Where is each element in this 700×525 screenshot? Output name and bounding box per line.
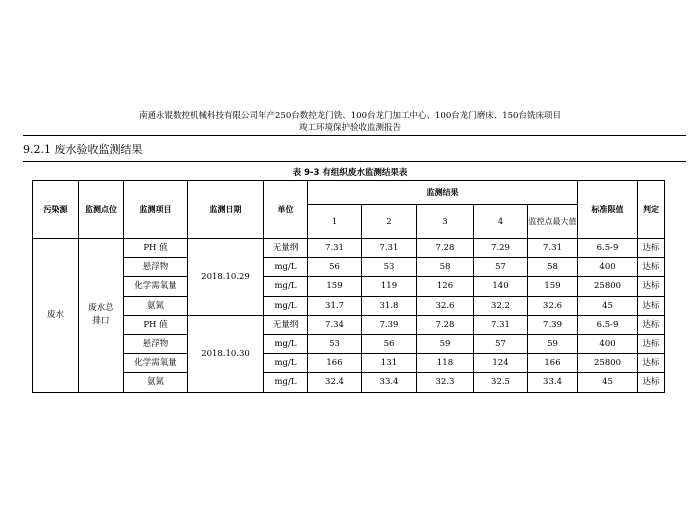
value-cell: 32.4 bbox=[308, 373, 362, 392]
unit-cell: mg/L bbox=[264, 373, 308, 392]
limit-cell: 45 bbox=[578, 373, 638, 392]
value-cell: 7.31 bbox=[474, 315, 528, 334]
value-cell: 32.5 bbox=[474, 373, 528, 392]
unit-cell: 无量纲 bbox=[264, 315, 308, 334]
value-cell: 166 bbox=[308, 354, 362, 373]
header-sample-3: 3 bbox=[417, 205, 474, 239]
value-cell: 126 bbox=[417, 277, 474, 296]
table-row bbox=[33, 296, 665, 315]
header-sample-2: 2 bbox=[362, 205, 417, 239]
header-monitoring-date: 监测日期 bbox=[188, 181, 264, 239]
report-header-line-2: 竣工环境保护验收监测报告 bbox=[298, 123, 401, 133]
item-cell: PH 值 bbox=[124, 239, 188, 258]
item-cell: 氨氮 bbox=[124, 296, 188, 315]
unit-cell: mg/L bbox=[264, 296, 308, 315]
max-cell: 58 bbox=[528, 258, 578, 277]
value-cell: 7.28 bbox=[417, 239, 474, 258]
value-cell: 33.4 bbox=[362, 373, 417, 392]
max-cell: 166 bbox=[528, 354, 578, 373]
point-label: 废水总排口 bbox=[88, 303, 114, 327]
item-cell: 悬浮物 bbox=[124, 334, 188, 353]
section-title: 9.2.1 废水验收监测结果 bbox=[23, 143, 143, 156]
value-cell: 53 bbox=[362, 258, 417, 277]
value-cell: 56 bbox=[362, 334, 417, 353]
item-cell: 化学需氧量 bbox=[124, 277, 188, 296]
unit-cell: mg/L bbox=[264, 258, 308, 277]
header-divider bbox=[23, 135, 686, 136]
item-cell: 氨氮 bbox=[124, 373, 188, 392]
judge-cell: 达标 bbox=[638, 277, 665, 296]
date-cell: 2018.10.30 bbox=[188, 315, 264, 392]
judge-cell: 达标 bbox=[638, 296, 665, 315]
item-cell: PH 值 bbox=[124, 315, 188, 334]
unit-cell: mg/L bbox=[264, 277, 308, 296]
table-row bbox=[33, 373, 665, 392]
value-cell: 57 bbox=[474, 258, 528, 277]
judge-cell: 达标 bbox=[638, 258, 665, 277]
value-cell: 31.7 bbox=[308, 296, 362, 315]
limit-cell: 25800 bbox=[578, 277, 638, 296]
limit-cell: 45 bbox=[578, 296, 638, 315]
header-sample-1: 1 bbox=[308, 205, 362, 239]
max-cell: 32.6 bbox=[528, 296, 578, 315]
value-cell: 7.28 bbox=[417, 315, 474, 334]
header-results: 监测结果 bbox=[308, 181, 578, 205]
judge-cell: 达标 bbox=[638, 239, 665, 258]
judge-cell: 达标 bbox=[638, 315, 665, 334]
max-cell: 59 bbox=[528, 334, 578, 353]
limit-cell: 25800 bbox=[578, 354, 638, 373]
value-cell: 32.2 bbox=[474, 296, 528, 315]
table-row bbox=[33, 239, 665, 258]
table-caption: 表 9-3 有组织废水监测结果表 bbox=[292, 168, 408, 178]
value-cell: 57 bbox=[474, 334, 528, 353]
judge-cell: 达标 bbox=[638, 373, 665, 392]
value-cell: 119 bbox=[362, 277, 417, 296]
value-cell: 7.34 bbox=[308, 315, 362, 334]
value-cell: 124 bbox=[474, 354, 528, 373]
header-standard-limit: 标准限值 bbox=[578, 181, 638, 239]
section-divider bbox=[23, 161, 686, 162]
item-cell: 化学需氧量 bbox=[124, 354, 188, 373]
value-cell: 58 bbox=[417, 258, 474, 277]
header-pollution-source: 污染源 bbox=[33, 181, 79, 239]
wastewater-results-table bbox=[32, 180, 665, 393]
max-cell: 33.4 bbox=[528, 373, 578, 392]
value-cell: 159 bbox=[308, 277, 362, 296]
value-cell: 56 bbox=[308, 258, 362, 277]
limit-cell: 6.5-9 bbox=[578, 239, 638, 258]
value-cell: 32.6 bbox=[417, 296, 474, 315]
unit-cell: 无量纲 bbox=[264, 239, 308, 258]
judge-cell: 达标 bbox=[638, 354, 665, 373]
value-cell: 140 bbox=[474, 277, 528, 296]
value-cell: 7.31 bbox=[362, 239, 417, 258]
limit-cell: 400 bbox=[578, 334, 638, 353]
header-monitoring-point: 监测点位 bbox=[79, 181, 124, 239]
max-cell: 7.39 bbox=[528, 315, 578, 334]
table-row bbox=[33, 315, 665, 334]
value-cell: 7.39 bbox=[362, 315, 417, 334]
header-judgement: 判定 bbox=[638, 181, 665, 239]
max-cell: 7.31 bbox=[528, 239, 578, 258]
value-cell: 53 bbox=[308, 334, 362, 353]
table-row bbox=[33, 258, 665, 277]
header-sample-4: 4 bbox=[474, 205, 528, 239]
unit-cell: mg/L bbox=[264, 334, 308, 353]
header-max-value: 监控点最大值 bbox=[528, 205, 578, 239]
item-cell: 悬浮物 bbox=[124, 258, 188, 277]
table-row bbox=[33, 354, 665, 373]
value-cell: 31.8 bbox=[362, 296, 417, 315]
point-cell bbox=[79, 239, 124, 393]
value-cell: 7.29 bbox=[474, 239, 528, 258]
value-cell: 118 bbox=[417, 354, 474, 373]
date-cell: 2018.10.29 bbox=[188, 239, 264, 316]
table-row bbox=[33, 277, 665, 296]
source-cell: 废水 bbox=[33, 239, 79, 393]
table-row bbox=[33, 334, 665, 353]
value-cell: 7.31 bbox=[308, 239, 362, 258]
value-cell: 32.3 bbox=[417, 373, 474, 392]
max-cell: 159 bbox=[528, 277, 578, 296]
header-unit: 单位 bbox=[264, 181, 308, 239]
judge-cell: 达标 bbox=[638, 334, 665, 353]
header-monitoring-item: 监测项目 bbox=[124, 181, 188, 239]
value-cell: 131 bbox=[362, 354, 417, 373]
limit-cell: 6.5-9 bbox=[578, 315, 638, 334]
value-cell: 59 bbox=[417, 334, 474, 353]
report-header-line-1: 南通永锟数控机械科技有限公司年产250台数控龙门铣、100台龙门加工中心、100台龙门磨床、150台铣床项目 bbox=[139, 111, 561, 121]
limit-cell: 400 bbox=[578, 258, 638, 277]
unit-cell: mg/L bbox=[264, 354, 308, 373]
